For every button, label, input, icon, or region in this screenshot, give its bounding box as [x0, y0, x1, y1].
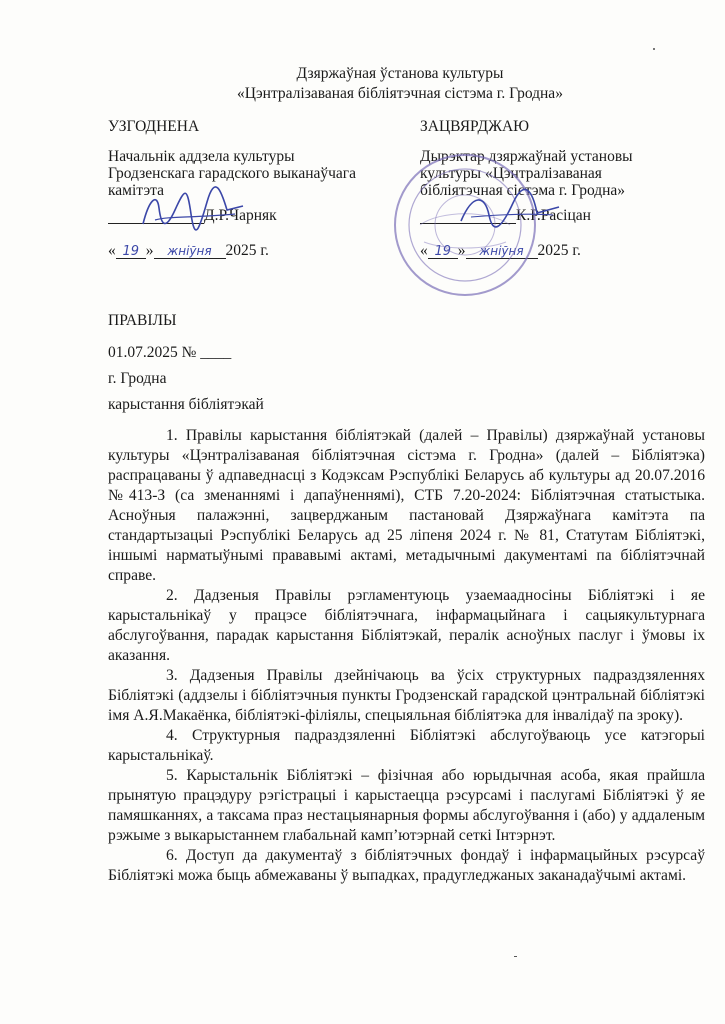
paragraph: 3. Дадзеныя Правілы дзейнічаюць ва ўсіх структурных падраздзяленнях Бібліятэкі (аддзелы і бібліятэчныя пункты Гродзенскай гарадской цэнтральнай бібліятэкі імя А.Я.Макаёнка, бібліятэкі-філіялы, спецыяльная бібліятэка для інвалідаў па зроку). — [108, 667, 705, 724]
header-line-2: «Цэнтралізаваная бібліятэчная сістэма г. Гродна» — [237, 85, 563, 102]
paragraph: 1. Правілы карыстання бібліятэкай (далей – Правілы) дзяржаўнай установы культуры «Цэнтралізаваная бібліятэчная сістэма г. Гродна» (далей – Бібліятэка) распрацаваны ў адпаведнасці з Кодэксам Рэспублікі Беларусь аб культуры ад 20.07.2016 №413-З (са зменаннямі і дапаўненнямі), СТБ 7.20-2024: Бібліятэчная статыстыка. Асноўныя палажэнні, зацверджаным пастановай Дзяржаўнага камітэта па стандартызацыі Рэспублікі Беларусь ад 25 ліпеня 2024 г. № 81, Статутам Бібліятэкі, іншымі нарматыўнымі прававымі актамі, метадычнымі дакументамі па бібліятэчнай справе. — [108, 427, 705, 584]
approval-caption: ЗАЦВЯРДЖАЮ — [420, 118, 530, 135]
document-type: ПРАВІЛЫ — [108, 312, 177, 329]
header-line-1: Дзяржаўная ўстанова культуры — [296, 65, 504, 82]
signature-row — [420, 207, 690, 224]
signature-blank — [108, 208, 204, 224]
approval-block-agreed — [108, 118, 403, 259]
document-subject: карыстання бібліятэкай — [108, 396, 264, 413]
approval-year: 2025 г. — [225, 242, 269, 259]
paragraph: 5. Карыстальнік Бібліятэкі – фізічная або юрыдычная асоба, якая прайшла прынятую працэдуру рэгістрацыі і карыстаецца рэсурсамі і паслугамі Бібліятэкі ў яе памяшканнях, а таксама праз нестацыянарныя формы абслугоўвання і (або) у аддаленым рэжыме з выкарыстаннем глабальнай камп’ютэрнай сеткі Інтэрнэт. — [108, 767, 705, 844]
approval-position-line-1: Дырэктар дзяржаўнай установы — [420, 148, 633, 165]
signer-name: Д.Р.Чарняк — [204, 207, 277, 224]
approval-day: 19 — [428, 243, 458, 259]
approval-year: 2025 г. — [537, 242, 581, 259]
approval-date-row: « 19 » жніўня 2025 г. — [108, 242, 269, 259]
paragraph: 2. Дадзеныя Правілы рэгламентуюць узаемаадносіны Бібліятэкі і яе карыстальнікаў у працэсе бібліятэчнага, інфармацыйнага і сацыякультурнага абслугоўвання, парадак карыстання Бібліятэкай, пералік асноўных паслуг і ўмовы іх аказання. — [108, 587, 705, 664]
approval-position-line-2: культуры «Цэнтралізаваная — [420, 165, 602, 182]
approval-day: 19 — [116, 243, 146, 259]
approval-caption: УЗГОДНЕНА — [108, 118, 200, 135]
document-body — [108, 426, 705, 886]
document-date-number: 01.07.2025 № ____ — [108, 344, 232, 361]
paragraph: 6. Доступ да дакументаў з бібліятэчных фондаў і інфармацыйных рэсурсаў Бібліятэкі можа быць абмежаваны ў выпадках, прадугледжаных заканадаўчымі актамі. — [108, 847, 705, 884]
paragraph: 4. Структурныя падраздзяленні Бібліятэкі абслугоўваюць усе катэгорыі карыстальнікаў. — [108, 727, 705, 764]
signature-row — [108, 207, 403, 224]
approval-block-approved — [420, 118, 690, 259]
institution-header — [0, 64, 725, 104]
approval-month: жніўня — [466, 243, 538, 259]
approval-position-line-2: Гродзенскага гарадского выканаўчага — [108, 165, 357, 182]
page-mark — [514, 956, 517, 957]
scan-speck — [653, 48, 655, 50]
approval-date-row: « 19 » жніўня 2025 г. — [420, 242, 581, 259]
document-city: г. Гродна — [108, 370, 167, 387]
approval-month: жніўня — [154, 243, 226, 259]
approval-position-line-3: бібліятэчная сістэма г. Гродна» — [420, 182, 626, 199]
signature-blank — [420, 208, 516, 224]
signer-name: К.Р.Расіцан — [516, 207, 591, 224]
approval-position-line-1: Начальнік аддзела культуры — [108, 148, 295, 165]
approval-position-line-3: камітэта — [108, 182, 164, 199]
